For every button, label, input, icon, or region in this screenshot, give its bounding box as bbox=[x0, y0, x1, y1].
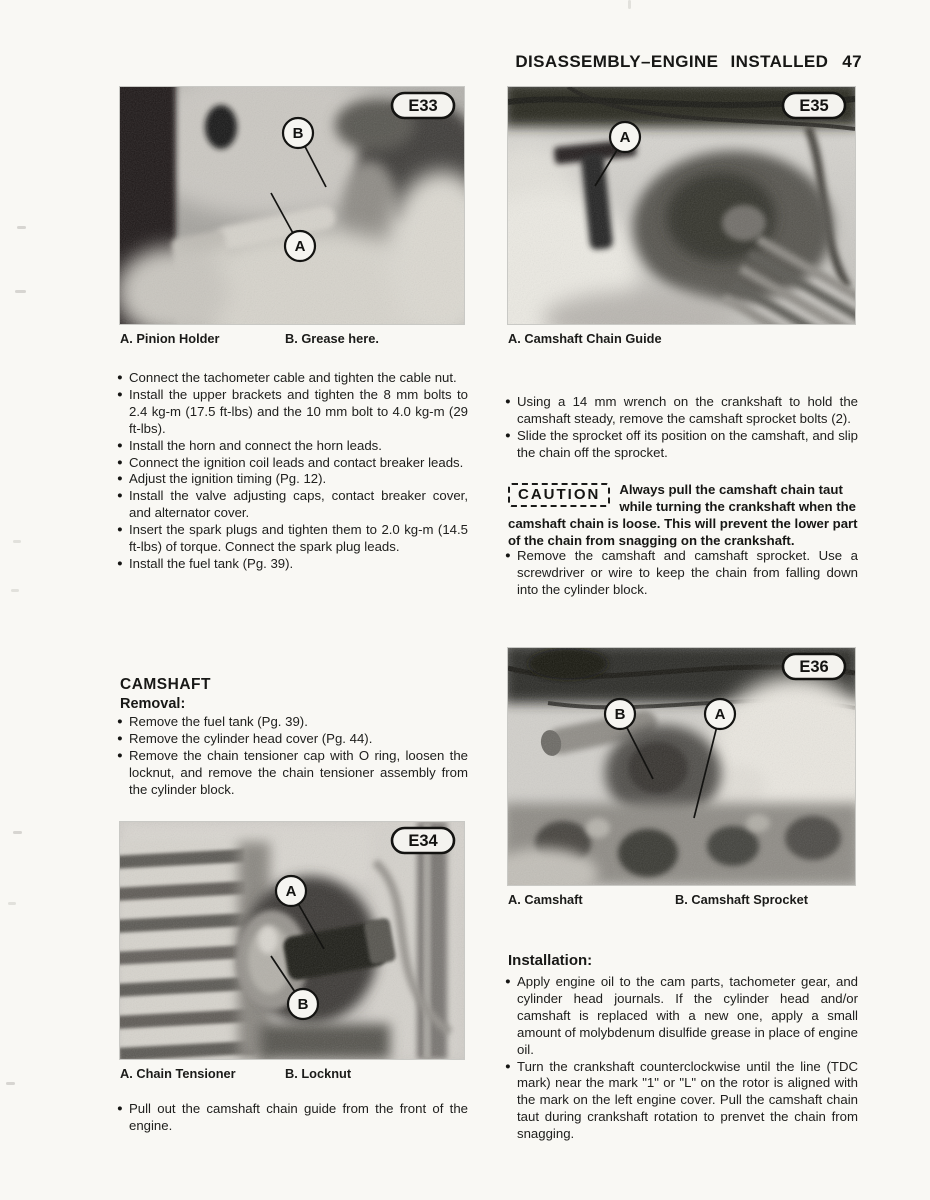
figure-e33-photo bbox=[120, 87, 464, 324]
list-item: ● Remove the fuel tank (Pg. 39). bbox=[120, 714, 468, 731]
figure-e36-caption bbox=[508, 892, 858, 910]
callout-a bbox=[276, 876, 306, 906]
camshaft-heading: CAMSHAFT bbox=[120, 676, 211, 693]
figure-e36-photo bbox=[508, 648, 855, 885]
caption-label-b: B. Grease here. bbox=[285, 331, 379, 346]
page-header bbox=[515, 52, 862, 72]
caption-label-a: A. Camshaft Chain Guide bbox=[508, 331, 662, 346]
caption-label-b: B. Camshaft Sprocket bbox=[675, 892, 808, 907]
caption-label-a: A. Pinion Holder bbox=[120, 331, 220, 346]
list-item: ● Install the valve adjusting caps, contact breaker cover, and alternator cover. bbox=[120, 488, 468, 522]
installation-heading: Installation: bbox=[508, 952, 593, 969]
callout-b bbox=[605, 699, 635, 729]
callout-b bbox=[283, 118, 313, 148]
engine-photo-illustration bbox=[120, 822, 464, 1059]
list-item: ● Apply engine oil to the cam parts, tachometer gear, and cylinder head journals. If the cylinder head and/or camshaft is replaced with a new one, apply a small amount of molybdenum disulfide grease in place of engine oil. bbox=[508, 974, 858, 1059]
scan-artifact bbox=[13, 540, 21, 543]
list-item: ● Remove the cylinder head cover (Pg. 44). bbox=[120, 731, 468, 748]
sprocket-steps-list bbox=[508, 394, 858, 462]
scan-artifact bbox=[11, 589, 19, 592]
callout-a bbox=[285, 231, 315, 261]
caution-stamp: CAUTION bbox=[508, 483, 610, 507]
figure-e35-photo bbox=[508, 87, 855, 324]
reassembly-steps-list bbox=[120, 370, 468, 573]
caution-text: Always pull the camshaft chain taut while turning the crankshaft when the camshaft chain is loose. This will prevent the lower part of the chain from snagging on the crankshaft. bbox=[508, 482, 858, 548]
list-item: ● Install the fuel tank (Pg. 39). bbox=[120, 556, 468, 573]
svg-text:E36: E36 bbox=[799, 658, 829, 676]
svg-text:A: A bbox=[714, 706, 726, 723]
list-item: ● Remove the camshaft and camshaft sprocket. Use a screwdriver or wire to keep the chain from falling down into the cylinder block. bbox=[508, 548, 858, 599]
scan-artifact bbox=[17, 226, 26, 229]
engine-photo-illustration bbox=[508, 87, 855, 324]
caption-label-a: A. Chain Tensioner bbox=[120, 1066, 236, 1081]
list-item: ● Turn the crankshaft counterclockwise until the line (TDC mark) near the mark "1" or "L" on the rotor is aligned with the mark on the left engine cover. Pull the camshaft chain taut during crankshaft rotation to prenvet the chain from snagging. bbox=[508, 1059, 858, 1144]
list-item: ● Connect the tachometer cable and tighten the cable nut. bbox=[120, 370, 468, 387]
list-item: ● Using a 14 mm wrench on the crankshaft to hold the camshaft steady, remove the camshaft sprocket bolts (2). bbox=[508, 394, 858, 428]
figure-tag-e34 bbox=[392, 828, 454, 853]
list-item: ● Insert the spark plugs and tighten them to 2.0 kg-m (14.5 ft-lbs) of torque. Connect the spark plug leads. bbox=[120, 522, 468, 556]
svg-text:B: B bbox=[614, 706, 626, 723]
list-item: ● Install the upper brackets and tighten the 8 mm bolts to 2.4 kg-m (17.5 ft-lbs) and the 10 mm bolt to 4.0 kg-m (29 ft-lbs). bbox=[120, 387, 468, 438]
caption-label-b: B. Locknut bbox=[285, 1066, 352, 1081]
scan-artifact bbox=[8, 902, 16, 905]
list-item: ● Connect the ignition coil leads and contact breaker leads. bbox=[120, 455, 468, 472]
scan-artifact bbox=[628, 0, 631, 9]
callout-b bbox=[288, 989, 318, 1019]
engine-photo-illustration bbox=[120, 87, 464, 324]
list-item: ● Adjust the ignition timing (Pg. 12). bbox=[120, 471, 468, 488]
svg-text:B: B bbox=[297, 996, 309, 1013]
figure-tag-e33 bbox=[392, 93, 454, 118]
section-title: DISASSEMBLY–ENGINE INSTALLED bbox=[515, 52, 829, 71]
list-item: ● Pull out the camshaft chain guide from the front of the engine. bbox=[120, 1101, 468, 1135]
page-number: 47 bbox=[842, 52, 862, 71]
caution-block bbox=[508, 482, 860, 550]
caption-label-a: A. Camshaft bbox=[508, 892, 583, 907]
figure-e34-caption bbox=[120, 1066, 466, 1084]
svg-text:B: B bbox=[292, 125, 304, 142]
list-item: ● Install the horn and connect the horn leads. bbox=[120, 438, 468, 455]
figure-e33-caption bbox=[120, 331, 466, 349]
scan-artifact bbox=[6, 1082, 15, 1085]
svg-text:E33: E33 bbox=[408, 97, 438, 115]
scan-artifact bbox=[15, 290, 26, 293]
callout-a bbox=[705, 699, 735, 729]
list-item: ● Slide the sprocket off its position on the camshaft, and slip the chain off the sprocket. bbox=[508, 428, 858, 462]
svg-text:E34: E34 bbox=[408, 832, 438, 850]
removal-heading: Removal: bbox=[120, 696, 186, 712]
svg-text:A: A bbox=[285, 883, 297, 900]
chain-guide-step-list bbox=[120, 1101, 468, 1135]
figure-e34-photo bbox=[120, 822, 464, 1059]
engine-photo-illustration bbox=[508, 648, 855, 885]
figure-e35-caption bbox=[508, 331, 858, 349]
installation-steps-list bbox=[508, 974, 858, 1143]
removal-steps-list bbox=[120, 714, 468, 799]
figure-tag-e35 bbox=[783, 93, 845, 118]
svg-text:E35: E35 bbox=[799, 97, 829, 115]
figure-tag-e36 bbox=[783, 654, 845, 679]
scan-artifact bbox=[13, 831, 22, 834]
svg-text:A: A bbox=[294, 238, 306, 255]
removal-final-step-list bbox=[508, 548, 858, 599]
callout-a bbox=[610, 122, 640, 152]
list-item: ● Remove the chain tensioner cap with O ring, loosen the locknut, and remove the chain tensioner assembly from the cylinder block. bbox=[120, 748, 468, 799]
svg-text:A: A bbox=[619, 129, 631, 146]
